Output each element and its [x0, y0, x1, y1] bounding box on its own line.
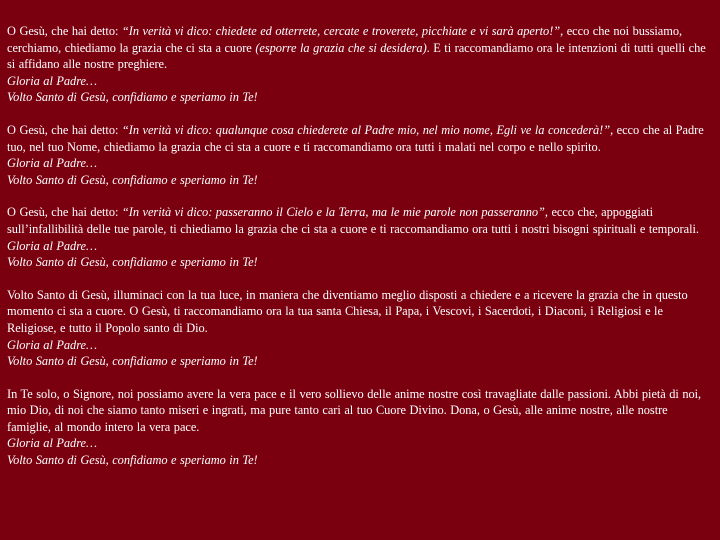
gospel-quote: “In verità vi dico: qualunque cosa chiederete al Padre mio, nel mio nome, Egli ve la concederà!” [121, 122, 611, 137]
refrain-line: Volto Santo di Gesù, confidiamo e speriamo in Te! [7, 354, 258, 369]
refrain-line: Volto Santo di Gesù, confidiamo e speriamo in Te! [7, 255, 258, 270]
paragraph-text: In Te solo, o Signore, noi possiamo avere la vera pace e il vero sollievo delle anime nostre così travagliate dalle passioni. Abbi pietà di noi, mio Dio, di noi che siamo tanto miseri e ingrati, ma pure tanto cari al tuo Cuore Divino. Dona, o Gesù, alle anime nostre, alle nostre famiglie, al mondo intero la vera pace. [7, 386, 702, 434]
prayer-paragraph-5 [7, 386, 712, 469]
paragraph-text: Volto Santo di Gesù, illuminaci con la tua luce, in maniera che diventiamo meglio disposti a chiedere e a ricevere la grazia che in questo momento ci sta a cuore. O Gesù, ti raccomandiamo ora la tua santa Chiesa, il Papa, i Vescovi, i Sacerdoti, i Diaconi, i Religiosi e le Religiose, e tutto il Popolo santo di Dio. [7, 287, 688, 335]
paragraph-body-end: . E ti raccomandiamo ora le intenzioni di tutti quelli che si affidano alle nostre preghiere. [7, 40, 706, 72]
refrain-line: Volto Santo di Gesù, confidiamo e speriamo in Te! [7, 453, 258, 468]
paragraph-intro: O Gesù, che hai detto: [7, 122, 122, 137]
refrain-line: Volto Santo di Gesù, confidiamo e speriamo in Te! [7, 172, 258, 187]
prayer-paragraph-3 [7, 204, 712, 270]
gloria-line: Gloria al Padre… [7, 73, 97, 88]
gospel-quote: “In verità vi dico: chiedete ed otterrete, cercate e troverete, picchiate e vi sarà aperto!” [121, 24, 561, 38]
paragraph-body: , ecco che noi bussiamo, cerchiamo, chiediamo la grazia che ci sta a cuore [7, 24, 683, 55]
paragraph-body-end: , ecco che, appoggiati sull’infallibilità delle tue parole, ti chiediamo la grazia che ci sta a cuore e ti raccomandiamo ora tutti i nostri bisogni spirituali e temporali. [7, 205, 699, 236]
gloria-line: Gloria al Padre… [7, 156, 97, 171]
paragraph-body-end: , ecco che al Padre tuo, nel tuo Nome, chiediamo la grazia che ci sta a cuore e ti raccomandiamo ora tutti i malati nel corpo e nello spirito. [7, 122, 704, 154]
refrain-line: Volto Santo di Gesù, confidiamo e speriamo in Te! [7, 90, 258, 105]
gloria-line: Gloria al Padre… [7, 238, 97, 253]
prayer-paragraph-2 [7, 122, 712, 188]
instruction-aside: (esporre la grazia che si desidera) [255, 40, 427, 55]
prayer-paragraph-1 [7, 23, 712, 106]
gloria-line: Gloria al Padre… [7, 337, 97, 352]
paragraph-intro: O Gesù, che hai detto: [7, 205, 122, 220]
gloria-line: Gloria al Padre… [7, 436, 97, 451]
paragraph-intro: O Gesù, che hai detto: [7, 24, 122, 38]
gospel-quote: “In verità vi dico: passeranno il Cielo e la Terra, ma le mie parole non passeranno” [121, 205, 545, 220]
prayer-paragraph-4 [7, 287, 712, 370]
